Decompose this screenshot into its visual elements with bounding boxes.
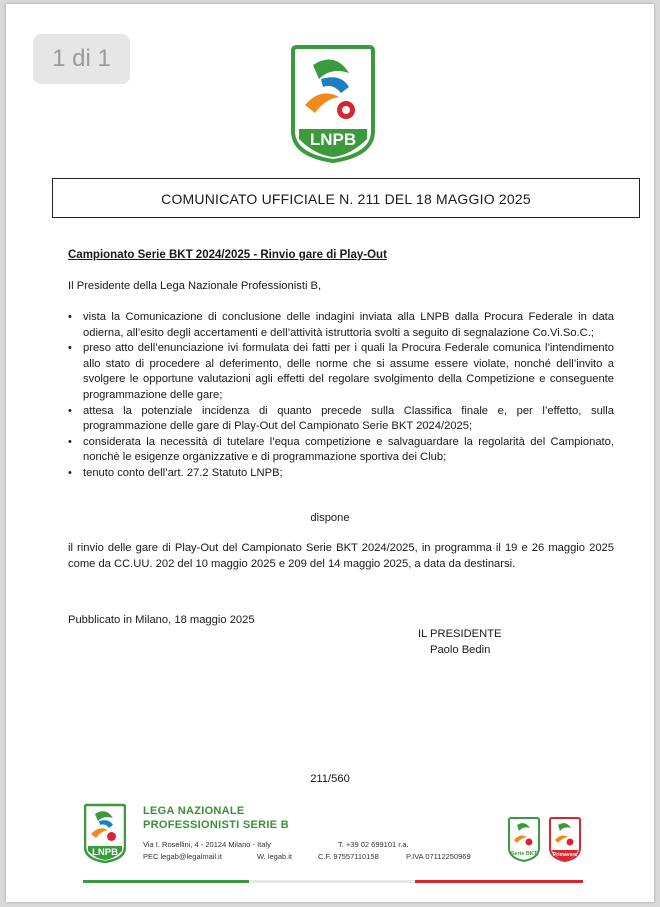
- signatory-title: IL PRESIDENTE: [418, 628, 502, 640]
- footer-org-name: [143, 804, 289, 832]
- primavera-badge: [549, 816, 581, 862]
- serie-bkt-badge: [508, 816, 540, 862]
- bullet-icon: •: [68, 342, 72, 355]
- dispone-heading: dispone: [310, 512, 350, 524]
- list-item: • tenuto conto dell’art. 27.2 Statuto LNPB;: [68, 466, 614, 482]
- footer-cf: C.F. 97557110158: [318, 852, 379, 861]
- page-number: 211/560: [310, 773, 350, 785]
- stripe-white: [249, 880, 415, 883]
- signatory-name: Paolo Bedin: [430, 643, 491, 656]
- footer-logo-text: LNPB: [92, 847, 118, 858]
- intro-text: Il Presidente della Lega Nazionale Professionisti B,: [68, 280, 322, 292]
- bullet-icon: •: [68, 404, 72, 417]
- list-item: • preso atto dell’enunciazione ivi formulata dei fatti per i quali la Procura Federale comunica l’intendimento allo stato di procedere al deferimento, delle norme che si assume essere violate, nonché dell’invito a svolgere le opportune valutazioni agli effetti del regolare svolgimento della Competizione e conseguente programmazione delle gare;: [68, 342, 614, 401]
- footer-phone: T. +39 02 699101 r.a.: [338, 840, 409, 849]
- badge1-text: Serie BKT: [510, 851, 538, 857]
- footer-address: Via I. Rosellini, 4 - 20124 Milano - Italy: [143, 840, 271, 849]
- document-subject: Campionato Serie BKT 2024/2025 - Rinvio gare di Play-Out: [68, 249, 387, 261]
- stripe-red: [415, 880, 583, 883]
- points-list: [68, 310, 614, 482]
- bullet-icon: •: [68, 311, 72, 323]
- org-line-1: LEGA NAZIONALE: [143, 805, 245, 817]
- signature-block: [418, 627, 502, 658]
- footer-lnpb-logo: [84, 803, 126, 863]
- footer-web[interactable]: W. legab.it: [257, 852, 293, 861]
- logo-text: LNPB: [309, 130, 357, 149]
- document-title: COMUNICATO UFFICIALE N. 211 DEL 18 MAGGIO 2025: [52, 178, 640, 218]
- badge2-text: Primavera: [552, 852, 578, 858]
- tricolor-stripe: [83, 880, 583, 883]
- list-item: • vista la Comunicazione di conclusione delle indagini inviata alla LNPB dalla Procura Federale in data odierna, all’esito degli accertamenti e dell’attività istruttoria svolti a seguito di segnalazione Co.Vi.So.C.;: [68, 311, 614, 339]
- list-item: • considerata la necessità di tutelare l’equa competizione e salvaguardare la regolarità del Campionato, nonchè le esigenze organizzative e di programmazione sportiva dei Club;: [68, 435, 614, 464]
- list-item: • attesa la potenziale incidenza di quanto precede sulla Classifica finale e, per l’effetto, sulla programmazione delle gare di Play-Out del Campionato Serie BKT 2024/2025;: [68, 404, 614, 433]
- lnpb-logo: [291, 43, 375, 163]
- bullet-icon: •: [68, 466, 72, 479]
- footer-pec: PEC legab@legalmail.it: [143, 852, 222, 861]
- org-line-2: PROFESSIONISTI SERIE B: [143, 819, 289, 831]
- decision-text: il rinvio delle gare di Play-Out del Campionato Serie BKT 2024/2025, in programma il 19 e 26 maggio 2025 come da CC.UU. 202 del 10 maggio 2025 e 209 del 14 maggio 2025, a data da destinarsi.: [68, 542, 614, 570]
- page-indicator[interactable]: 1 di 1: [33, 34, 130, 84]
- stripe-green: [83, 880, 249, 883]
- published-line: Pubblicato in Milano, 18 maggio 2025: [68, 614, 255, 626]
- footer-piva: P.IVA 07112250969: [406, 852, 471, 861]
- bullet-icon: •: [68, 435, 72, 448]
